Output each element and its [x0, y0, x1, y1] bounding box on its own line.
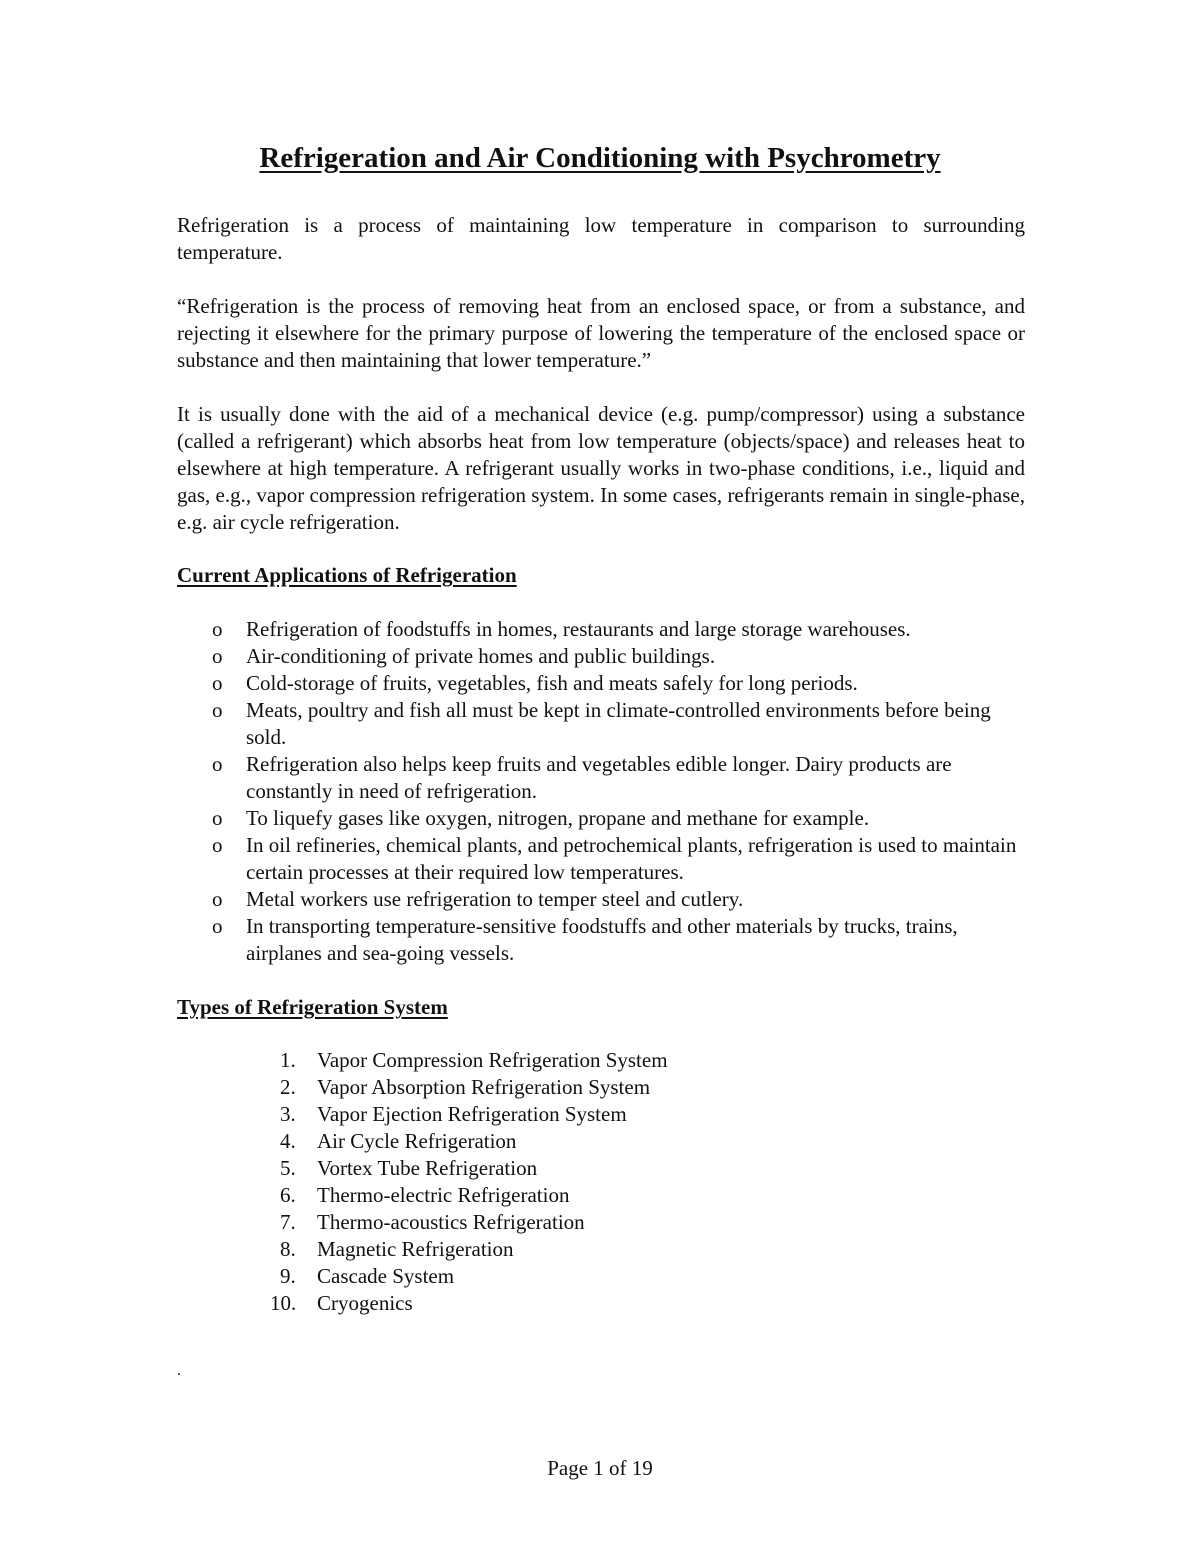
list-number: 6. [280, 1183, 296, 1207]
list-number: 9. [280, 1264, 296, 1288]
list-item-text: Cold-storage of fruits, vegetables, fish and meats safely for long periods. [246, 671, 858, 695]
bullet-marker: o [212, 698, 223, 722]
stray-mark: . [177, 1362, 181, 1379]
list-item [212, 805, 1025, 832]
bullet-marker: o [212, 914, 223, 938]
list-item-text: Vortex Tube Refrigeration [317, 1156, 538, 1180]
list-item [212, 643, 1025, 670]
list-number: 4. [280, 1129, 296, 1153]
list-item [280, 1155, 668, 1182]
list-number: 2. [280, 1075, 296, 1099]
list-item [280, 1047, 668, 1074]
list-item [280, 1182, 668, 1209]
bullet-marker: o [212, 617, 223, 641]
list-number: 3. [280, 1102, 296, 1126]
list-number: 1. [280, 1048, 296, 1072]
page-number-footer: Page 1 of 19 [547, 1456, 653, 1480]
types-heading: Types of Refrigeration System [177, 995, 448, 1019]
list-item-text: Air Cycle Refrigeration [317, 1129, 517, 1153]
list-number: 7. [280, 1210, 296, 1234]
list-item [280, 1236, 668, 1263]
list-item-text: Vapor Ejection Refrigeration System [317, 1102, 627, 1126]
intro-paragraph: Refrigeration is a process of maintaining low temperature in comparison to surrounding temperature. [177, 213, 1025, 264]
bullet-marker: o [212, 833, 223, 857]
list-item [212, 832, 1025, 886]
list-item-text: Cascade System [317, 1264, 455, 1288]
list-item-text: Meats, poultry and fish all must be kept in climate-controlled environments before being sold. [246, 698, 991, 749]
list-number: 5. [280, 1156, 296, 1180]
list-item [280, 1101, 668, 1128]
list-item-text: Refrigeration also helps keep fruits and vegetables edible longer. Dairy products are constantly in need of refrigeration. [246, 752, 952, 803]
applications-list [212, 616, 1025, 967]
list-item [280, 1209, 668, 1236]
list-number: 8. [280, 1237, 296, 1261]
list-item-text: Refrigeration of foodstuffs in homes, restaurants and large storage warehouses. [246, 617, 911, 641]
mechanism-paragraph: It is usually done with the aid of a mechanical device (e.g. pump/compressor) using a substance (called a refrigerant) which absorbs heat from low temperature (objects/space) and releases heat to elsewhere at high temperature. A refrigerant usually works in two-phase conditions, i.e., liquid and gas, e.g., vapor compression refrigeration system. In some cases, refrigerants remain in single-phase, e.g. air cycle refrigeration. [177, 402, 1025, 534]
list-item [212, 751, 1025, 805]
list-item [270, 1290, 668, 1317]
list-item-text: Vapor Compression Refrigeration System [317, 1048, 668, 1072]
list-item-text: Vapor Absorption Refrigeration System [317, 1075, 651, 1099]
list-item [280, 1074, 668, 1101]
list-item-text: To liquefy gases like oxygen, nitrogen, propane and methane for example. [246, 806, 870, 830]
bullet-marker: o [212, 671, 223, 695]
list-item [280, 1128, 668, 1155]
list-item-text: Metal workers use refrigeration to temper steel and cutlery. [246, 887, 744, 911]
bullet-marker: o [212, 806, 223, 830]
list-item-text: Thermo-acoustics Refrigeration [317, 1210, 585, 1234]
list-item-text: Cryogenics [317, 1291, 413, 1315]
list-item [212, 670, 1025, 697]
list-item [280, 1263, 668, 1290]
list-item [212, 697, 1025, 751]
bullet-marker: o [212, 644, 223, 668]
definition-paragraph: “Refrigeration is the process of removing heat from an enclosed space, or from a substance, and rejecting it elsewhere for the primary purpose of lowering the temperature of the enclosed space or substance and then maintaining that lower temperature.” [177, 294, 1025, 372]
document-title: Refrigeration and Air Conditioning with Psychrometry [259, 142, 941, 174]
list-item [212, 913, 1025, 967]
list-item [212, 616, 1025, 643]
list-number: 10. [270, 1291, 297, 1315]
list-item-text: Air-conditioning of private homes and public buildings. [246, 644, 716, 668]
list-item-text: In transporting temperature-sensitive foodstuffs and other materials by trucks, trains, airplanes and sea-going vessels. [246, 914, 958, 965]
list-item [212, 886, 1025, 913]
bullet-marker: o [212, 887, 223, 911]
list-item-text: Magnetic Refrigeration [317, 1237, 514, 1261]
applications-heading: Current Applications of Refrigeration [177, 563, 517, 587]
list-item-text: Thermo-electric Refrigeration [317, 1183, 570, 1207]
types-list [270, 1047, 668, 1317]
bullet-marker: o [212, 752, 223, 776]
list-item-text: In oil refineries, chemical plants, and petrochemical plants, refrigeration is used to maintain certain processes at their required low temperatures. [246, 833, 1017, 884]
